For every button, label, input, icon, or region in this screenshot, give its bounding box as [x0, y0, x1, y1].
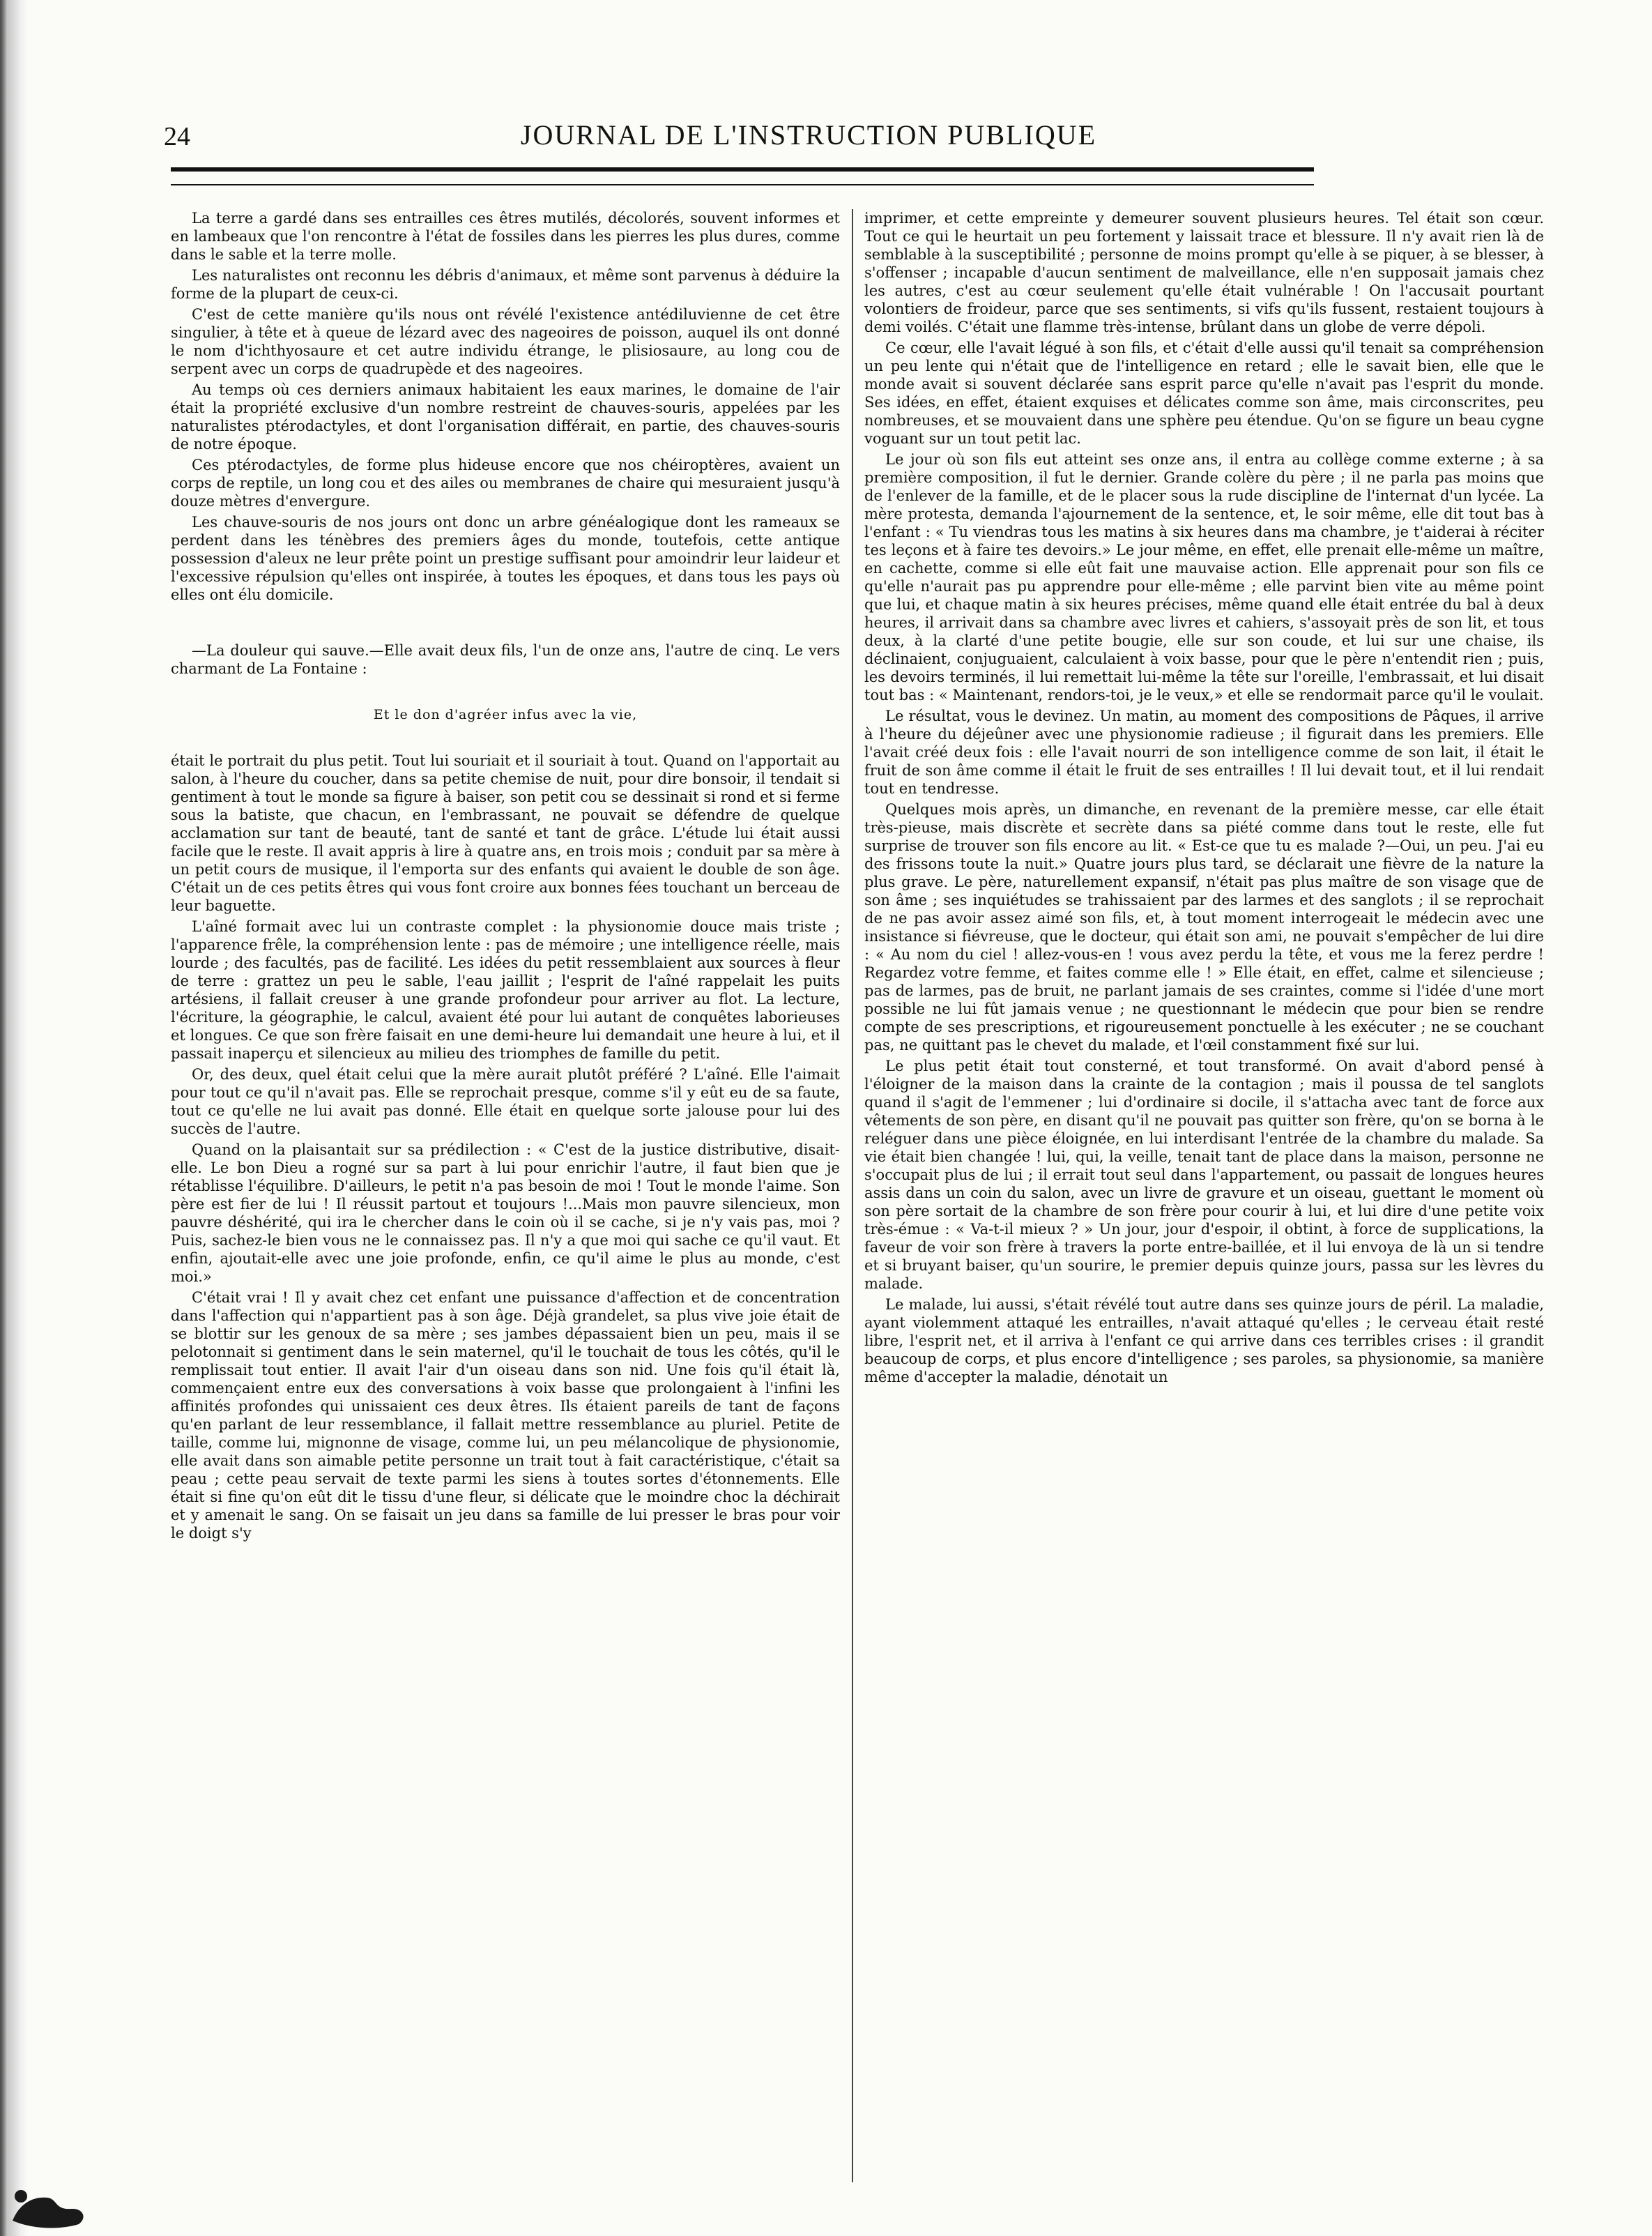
- paragraph: Le plus petit était tout consterné, et tout transformé. On avait d'abord pensé à l'éloigner de la maison dans la crainte de la contagion ; mais il poussa de tel sanglots quand il s'agit de l'emmener ; lui d'ordinaire si docile, il s'attacha avec tant de force aux vêtements de son père, en disant qu'il ne pouvait pas quitter son frère, qu'on se borna à le reléguer dans une pièce éloignée, en lui interdisant l'entrée de la chambre du malade. Sa vie était bien changée ! lui, qui, la veille, tenait tant de place dans la maison, personne ne s'occupait plus de lui ; il errait tout seul dans l'appartement, ou passait de longues heures assis dans un coin du salon, avec un livre de gravure et un oiseau, guettant le moment où son père sortait de la chambre de son frère pour courir à lui, et lui dire d'une petite voix très-émue : « Va-t-il mieux ? » Un jour, jour d'espoir, il obtint, à force de supplications, la faveur de voir son frère à travers la porte entre-baillée, et il lui envoya de là un si tendre et si bruyant baiser, qu'un sourire, le premier depuis quinze jours, passa sur les lèvres du malade.: [864, 1058, 1544, 1292]
- paragraph: La terre a gardé dans ses entrailles ces êtres mutilés, décolorés, souvent informes et en lambeaux que l'on rencontre à l'état de fossiles dans les pierres les plus dures, comme dans le sable et la terre molle.: [171, 210, 840, 263]
- column-divider: [852, 209, 853, 2182]
- ink-blot: [6, 2154, 96, 2231]
- paragraph: était le portrait du plus petit. Tout lui souriait et il souriait à tout. Quand on l'apportait au salon, à l'heure du coucher, dans sa petite chemise de nuit, pour dire bonsoir, il tendait si gentiment à tout le monde sa figure à baiser, son petit cou se dessinait si rond et si ferme sous la batiste, que chacun, en l'embrassant, ne pouvait se défendre de quelque acclamation sur tant de beauté, tant de santé et tant de grâce. L'étude lui était aussi facile que le reste. Il avait appris à lire à quatre ans, en trois mois ; conduit par sa mère à un petit cours de musique, il l'emporta sur des enfants qui avaient le double de son âge. C'était un de ces petits êtres qui vous font croire aux bonnes fées touchant un berceau de leur baguette.: [171, 752, 840, 914]
- paragraph: Les chauve-souris de nos jours ont donc un arbre généalogique dont les rameaux se perdent dans les ténèbres des premiers âges du monde, toutefois, cette antique possession d'aleux ne leur prête point un prestige suffisant pour amoindrir leur laideur et l'excessive répulsion qu'elles ont inspirée, à toutes les époques, et dans tous les pays où elles ont élu domicile.: [171, 514, 840, 603]
- paragraph: Ces ptérodactyles, de forme plus hideuse encore que nos chéiroptères, avaient un corps de reptile, un long cou et des ailes ou membranes de chaire qui mesuraient jusqu'à douze mètres d'envergure.: [171, 457, 840, 510]
- left-column: [171, 209, 840, 2182]
- paragraph: L'aîné formait avec lui un contraste complet : la physionomie douce mais triste ; l'apparence frêle, la compréhension lente : pas de mémoire ; une intelligence réelle, mais lourde ; des facultés, pas de facilité. Les idées du petit ressemblaient aux sources à fleur de terre : grattez un peu le sable, l'eau jaillit ; l'esprit de l'aîné rappelait les puits artésiens, il fallait creuser à une grande profondeur pour arriver au flot. La lecture, l'écriture, la géographie, le calcul, avaient été pour lui autant de conquêtes laborieuses et longues. Ce que son frère faisait en une demi-heure lui demandait une heure à lui, et il passait inaperçu et silencieux au milieu des triomphes de famille du petit.: [171, 918, 840, 1062]
- verse-quote: Et le don d'agréer infus avec la vie,: [373, 707, 638, 722]
- paragraph: C'est de cette manière qu'ils nous ont révélé l'existence antédiluvienne de cet être singulier, à tête et à queue de lézard avec des nageoires de poisson, auquel ils ont donné le nom d'ichthyosaure et cet autre individu étrange, le plisiosaure, au long cou de serpent avec un corps de quadrupède et des nageoires.: [171, 306, 840, 377]
- journal-title: JOURNAL DE L'INSTRUCTION PUBLIQUE: [520, 119, 1097, 151]
- paragraph: Le résultat, vous le devinez. Un matin, au moment des compositions de Pâques, il arrive à l'heure du déjeûner avec une physionomie radieuse ; il figurait dans les premiers. Elle l'avait créé deux fois : elle l'avait nourri de son intelligence comme de son lait, il était le fruit de son âme comme il était le fruit de ses entrailles ! Il lui devait tout, et il lui rendait tout en tendresse.: [864, 708, 1544, 797]
- paragraph: Au temps où ces derniers animaux habitaient les eaux marines, le domaine de l'air était la propriété exclusive d'un nombre restreint de chauves-souris, appelées par les naturalistes ptérodactyles, et dont l'organisation différait, en partie, des chauves-souris de notre époque.: [171, 381, 840, 452]
- page-number: 24: [164, 122, 190, 151]
- paragraph: Quand on la plaisantait sur sa prédilection : « C'est de la justice distributive, disait-elle. Le bon Dieu a rogné sur sa part à lui pour enrichir l'autre, il faut bien que je rétablisse l'équilibre. D'ailleurs, le petit n'a pas besoin de moi ! Tout le monde l'aime. Son père est fier de lui ! Il réussit partout et toujours !...Mais mon pauvre silencieux, mon pauvre déshérité, qui ira le chercher dans le coin où il se cache, si je n'y vais pas, moi ? Puis, sachez-le bien vous ne le connaissez pas. Il n'y a que moi qui sache ce qu'il vaut. Et enfin, ajoutait-elle avec une joie profonde, enfin, ce qu'il aime le plus au monde, c'est moi.»: [171, 1141, 840, 1285]
- paragraph: Or, des deux, quel était celui que la mère aurait plutôt préféré ? L'aîné. Elle l'aimait pour tout ce qu'il n'avait pas. Elle se reprochait presque, comme s'il y eût eu de sa faute, tout ce qu'elle ne lui avait pas donné. Elle était en quelque sorte jalouse pour lui des succès de l'autre.: [171, 1066, 840, 1137]
- paragraph: Le malade, lui aussi, s'était révélé tout autre dans ses quinze jours de péril. La maladie, ayant violemment attaqué les entrailles, n'avait attaqué qu'elles ; le cerveau était resté libre, l'esprit net, et il arriva à l'enfant ce qui arrive dans ces terribles crises : il grandit beaucoup de corps, et plus encore d'intelligence ; ses paroles, sa physionomie, sa manière même d'accepter la maladie, dénotait un: [864, 1296, 1544, 1385]
- right-column: [864, 209, 1544, 2182]
- paragraph: Le jour où son fils eut atteint ses onze ans, il entra au collège comme externe ; à sa première composition, il fut le dernier. Grande colère du père ; il ne parla pas moins que de l'enlever de la famille, et de le placer sous la rude discipline de l'internat d'un lycée. La mère protesta, demanda l'ajournement de la sentence, et, le soir même, elle dit tout bas à l'enfant : « Tu viendras tous les matins à six heures dans ma chambre, je t'aiderai à réciter tes leçons et à faire tes devoirs.» Le jour même, en effet, elle prenait elle-même un maître, en cachette, comme si elle eût fait une mauvaise action. Elle apprenait pour son fils ce qu'elle n'aurait pas pu apprendre pour elle-même ; elle parvint bien vite au même point que lui, et chaque matin à six heures précises, même quand elle était entrée du bal à deux heures, il arrivait dans sa chambre avec livres et cahiers, s'assoyait près de son lit, et tous deux, à la clarté d'une petite bougie, elle sur son coude, et lui sur une chaise, ils déclinaient, conjuguaient, calculaient à voix basse, pour que le père n'entendit rien ; puis, les devoirs terminés, il lui remettait lui-même la tête sur l'oreille, l'embrassait, et lui disait tout bas : « Maintenant, rendors-toi, je le veux,» et elle se rendormait parce qu'il le voulait.: [864, 451, 1544, 703]
- header-rule: [171, 167, 1314, 185]
- paragraph: —La douleur qui sauve.—Elle avait deux fils, l'un de onze ans, l'autre de cinq. Le vers charmant de La Fontaine :: [171, 642, 840, 677]
- paragraph: imprimer, et cette empreinte y demeurer souvent plusieurs heures. Tel était son cœur. Tout ce qui le heurtait un peu fortement y laissait trace et blessure. Il n'y avait rien là de semblable à la susceptibilité ; personne de moins prompt qu'elle à se piquer, à se blesser, à s'offenser ; incapable d'aucun sentiment de malveillance, elle n'en supposait jamais chez les autres, c'est au cœur seulement qu'elle était vulnérable ! On l'accusait pourtant volontiers de froideur, parce que ses sentiments, si vifs qu'ils fussent, restaient toujours à demi voilés. C'était une flamme très-intense, brûlant dans un globe de verre dépoli.: [864, 210, 1544, 335]
- paragraph: Ce cœur, elle l'avait légué à son fils, et c'était d'elle aussi qu'il tenait sa compréhension un peu lente qui n'était que de l'intelligence en retard ; elle le savait bien, elle que le monde avait si souvent déclarée sans esprit parce qu'elle n'avait pas l'esprit du monde. Ses idées, en effet, étaient exquises et délicates comme son âme, mais circonscrites, peu nombreuses, et se mouvaient dans une sphère peu étendue. Qu'on se figure un beau cygne voguant sur un tout petit lac.: [864, 340, 1544, 447]
- paragraph: Quelques mois après, un dimanche, en revenant de la première messe, car elle était très-pieuse, mais discrète et secrète dans sa piété comme dans tout le reste, elle fut surprise de trouver son fils encore au lit. « Est-ce que tu es malade ?—Oui, un peu. J'ai eu des frissons toute la nuit.» Quatre jours plus tard, se déclarait une fièvre de la nature la plus grave. Le père, naturellement expansif, n'était pas plus maître de son visage que de son âme ; ses inquiétudes se trahissaient par des larmes et des sanglots ; il se reprochait de ne pas avoir assez aimé son fils, et, à tout moment interrogeait le médecin avec une insistance si fiévreuse, que le docteur, qui était son ami, ne pouvait s'empêcher de lui dire : « Au nom du ciel ! allez-vous-en ! vous avez perdu la tête, et vous me la ferez perdre ! Regardez votre femme, et faites comme elle ! » Elle était, en effet, calme et silencieuse ; pas de larmes, pas de bruit, ne parlant jamais de ses craintes, comme si l'idée d'une mort possible ne lui fût jamais venue ; ne questionnant le médecin que pour bien se rendre compte de ses prescriptions, et rigoureusement ponctuelle à les exécuter ; ne se couchant pas, ne quittant pas le chevet du malade, et l'œil constamment fixé sur lui.: [864, 801, 1544, 1054]
- paragraph: Les naturalistes ont reconnu les débris d'animaux, et même sont parvenus à déduire la forme de la plupart de ceux-ci.: [171, 267, 840, 302]
- paragraph: C'était vrai ! Il y avait chez cet enfant une puissance d'affection et de concentration dans l'affection qui n'appartient pas à son âge. Déjà grandelet, sa plus vive joie était de se blottir sur les genoux de sa mère ; ses jambes dépassaient bien un peu, mais il se pelotonnait si gentiment dans le sein maternel, qu'il le touchait de tous les côtés, qu'il le remplissait tout entier. Il avait l'air d'un oiseau dans son nid. Une fois qu'il était là, commençaient entre eux des conversations à voix basse que prolongaient à l'infini les affinités profondes qui unissaient ces deux êtres. Ils étaient pareils de tant de façons qu'en parlant de leur ressemblance, il fallait mettre ressemblance au pluriel. Petite de taille, comme lui, mignonne de visage, comme lui, un peu mélancolique de physionomie, elle avait dans son aimable petite personne un trait tout à fait caractéristique, c'était sa peau ; cette peau servait de texte parmi les siens à toutes sortes d'étonnements. Elle était si fine qu'on eût dit le tissu d'une fleur, si délicate que le moindre choc la déchirait et y amenait le sang. On se faisait un jeu dans sa famille de lui presser le bras pour voir le doigt s'y: [171, 1289, 840, 1542]
- section-gap: [171, 607, 840, 641]
- scan-edge-shadow: [0, 0, 28, 2236]
- page-header: [157, 119, 1460, 160]
